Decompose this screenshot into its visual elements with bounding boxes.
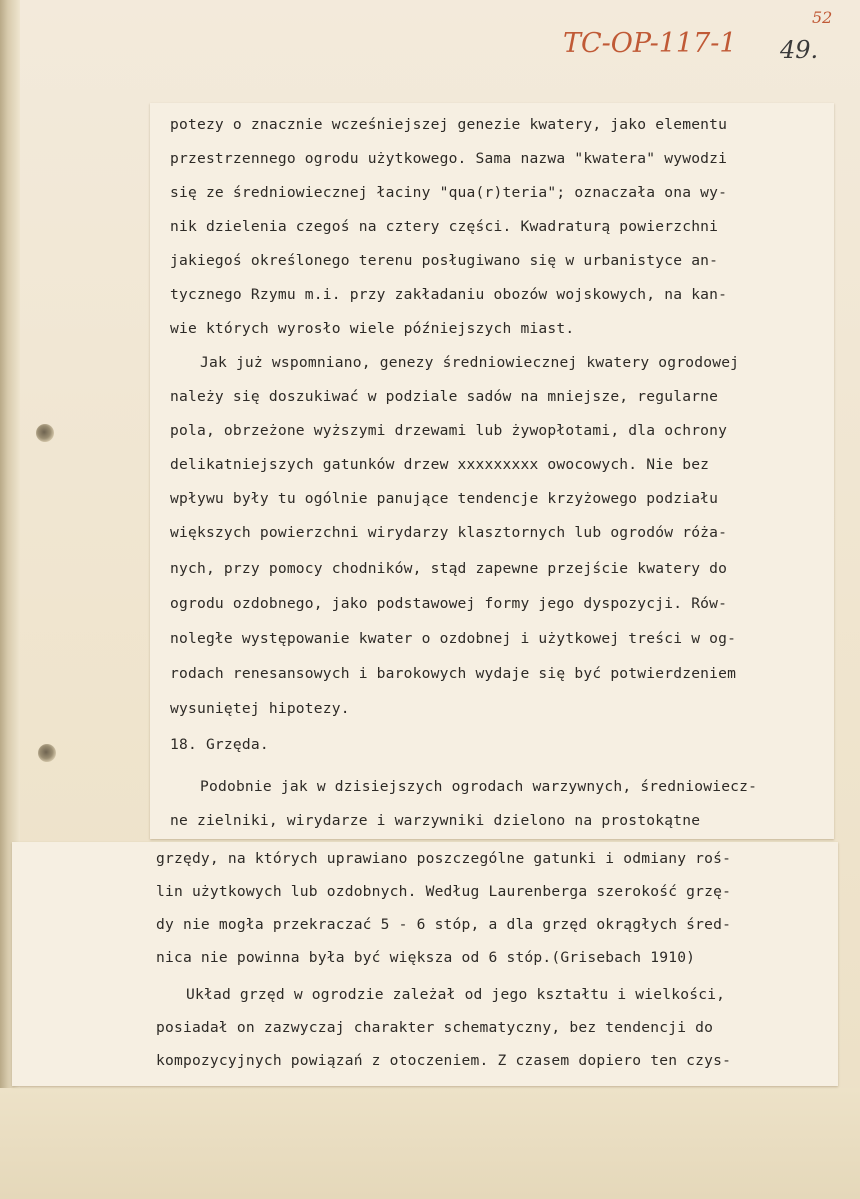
text-line: rodach renesansowych i barokowych wydaje się być potwierdzeniem bbox=[170, 665, 737, 682]
text-line: grzędy, na których uprawiano poszczególne gatunki i odmiany roś- bbox=[156, 850, 732, 867]
text-line: nica nie powinna była być większa od 6 stóp.(Grisebach 1910) bbox=[156, 949, 696, 966]
text-line: lin użytkowych lub ozdobnych. Według Laurenberga szerokość grzę- bbox=[156, 883, 732, 900]
text-line: nik dzielenia czegoś na cztery części. Kwadraturą powierzchni bbox=[170, 218, 719, 235]
punch-hole-icon bbox=[36, 424, 54, 442]
paragraph-first-line: Podobnie jak w dzisiejszych ogrodach warzywnych, średniowiecz- bbox=[200, 778, 758, 795]
text-line: noległe występowanie kwater o ozdobnej i użytkowej treści w og- bbox=[170, 630, 737, 647]
section-heading: 18. Grzęda. bbox=[170, 736, 269, 753]
text-line: ne zielniki, wirydarze i warzywniki dzielono na prostokątne bbox=[170, 812, 701, 829]
text-line: należy się doszukiwać w podziale sadów na mniejsze, regularne bbox=[170, 388, 719, 405]
text-line: potezy o znacznie wcześniejszej genezie kwatery, jako elementu bbox=[170, 116, 728, 133]
text-line: nych, przy pomocy chodników, stąd zapewne przejście kwatery do bbox=[170, 560, 728, 577]
folio-number: 52 bbox=[812, 8, 833, 27]
paragraph-first-line: Jak już wspomniano, genezy średniowiecznej kwatery ogrodowej bbox=[200, 354, 740, 371]
text-line: wysuniętej hipotezy. bbox=[170, 700, 350, 717]
text-line: jakiegoś określonego terenu posługiwano się w urbanistyce an- bbox=[170, 252, 719, 269]
page-number: 49. bbox=[780, 36, 819, 64]
text-line: dy nie mogła przekraczać 5 - 6 stóp, a dla grzęd okrągłych śred- bbox=[156, 916, 732, 933]
text-line: większych powierzchni wirydarzy klasztornych lub ogrodów róża- bbox=[170, 524, 728, 541]
text-line: ogrodu ozdobnego, jako podstawowej formy jego dyspozycji. Rów- bbox=[170, 595, 728, 612]
text-line: pola, obrzeżone wyższymi drzewami lub żywopłotami, dla ochrony bbox=[170, 422, 728, 439]
text-line: się ze średniowiecznej łaciny "qua(r)teria"; oznaczała ona wy- bbox=[170, 184, 728, 201]
archive-code: TC-OP-117-1 bbox=[563, 28, 737, 59]
paragraph-first-line: Układ grzęd w ogrodzie zależał od jego kształtu i wielkości, bbox=[186, 986, 726, 1003]
punch-hole-icon bbox=[38, 744, 56, 762]
text-line: posiadał on zazwyczaj charakter schematyczny, bez tendencji do bbox=[156, 1019, 714, 1036]
text-line: przestrzennego ogrodu użytkowego. Sama nazwa "kwatera" wywodzi bbox=[170, 150, 728, 167]
text-line: tycznego Rzymu m.i. przy zakładaniu obozów wojskowych, na kan- bbox=[170, 286, 728, 303]
page-bottom-margin bbox=[0, 1088, 860, 1199]
text-line: wie których wyrosło wiele późniejszych miast. bbox=[170, 320, 575, 337]
text-line: wpływu były tu ogólnie panujące tendencje krzyżowego podziału bbox=[170, 490, 719, 507]
text-line: delikatniejszych gatunków drzew xxxxxxxxx owocowych. Nie bez bbox=[170, 456, 710, 473]
text-line: kompozycyjnych powiązań z otoczeniem. Z czasem dopiero ten czys- bbox=[156, 1052, 732, 1069]
